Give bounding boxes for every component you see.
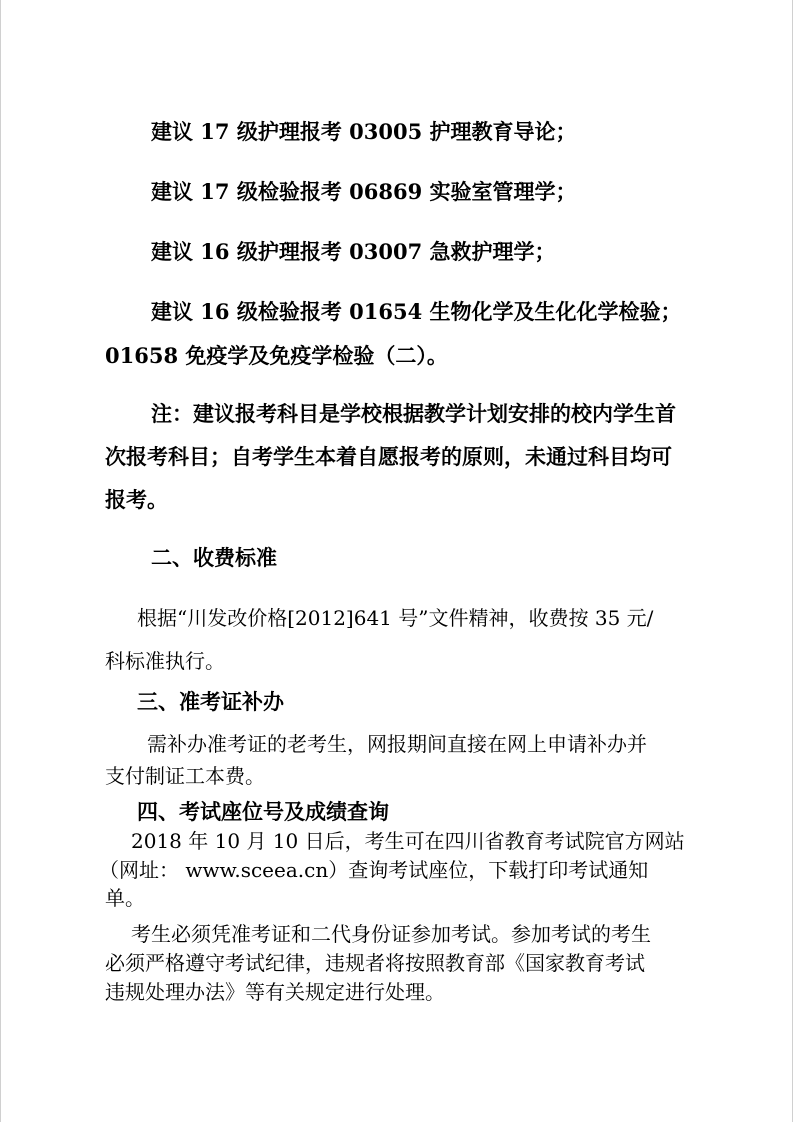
seat-query-heading: 四、考试座位号及成绩查询 [137,799,389,824]
seat-query-line-2: （网址： www.sceea.cn）查询考试座位，下载打印考试通知 [99,858,649,882]
ticket-heading: 三、准考证补办 [137,689,284,714]
recommendation-16-nursing: 建议 16 级护理报考 03007 急救护理学； [151,239,556,264]
fees-line-2: 科标准执行。 [105,649,225,673]
note-line-1: 注：建议报考科目是学校根据教学计划安排的校内学生首 [151,401,676,426]
exam-rules-line-1: 考生必须凭准考证和二代身份证参加考试。参加考试的考生 [131,922,651,946]
recommendation-17-lab: 建议 17 级检验报考 06869 实验室管理学； [151,179,577,204]
seat-query-line-1: 2018 年 10 月 10 日后，考生可在四川省教育考试院官方网站 [131,829,685,853]
fees-heading: 二、收费标准 [151,545,277,570]
exam-rules-line-2: 必须严格遵守考试纪律，违规者将按照教育部《国家教育考试 [105,951,645,975]
seat-query-line-3: 单。 [105,886,145,910]
recommendation-16-lab-cont: 01658 免疫学及免疫学检验（二）。 [105,343,448,368]
ticket-line-2: 支付制证工本费。 [105,764,265,788]
exam-rules-line-3: 违规处理办法》等有关规定进行处理。 [105,980,445,1004]
fees-line-1: 根据“川发改价格[2012]641 号”文件精神，收费按 35 元/ [137,606,654,630]
note-line-2: 次报考科目；自考学生本着自愿报考的原则，未通过科目均可 [105,444,672,469]
ticket-line-1: 需补办准考证的老考生，网报期间直接在网上申请补办并 [147,732,647,756]
note-line-3: 报考。 [105,487,168,512]
recommendation-16-lab: 建议 16 级检验报考 01654 生物化学及生化化学检验； [151,299,682,324]
recommendation-17-nursing: 建议 17 级护理报考 03005 护理教育导论； [151,119,577,144]
